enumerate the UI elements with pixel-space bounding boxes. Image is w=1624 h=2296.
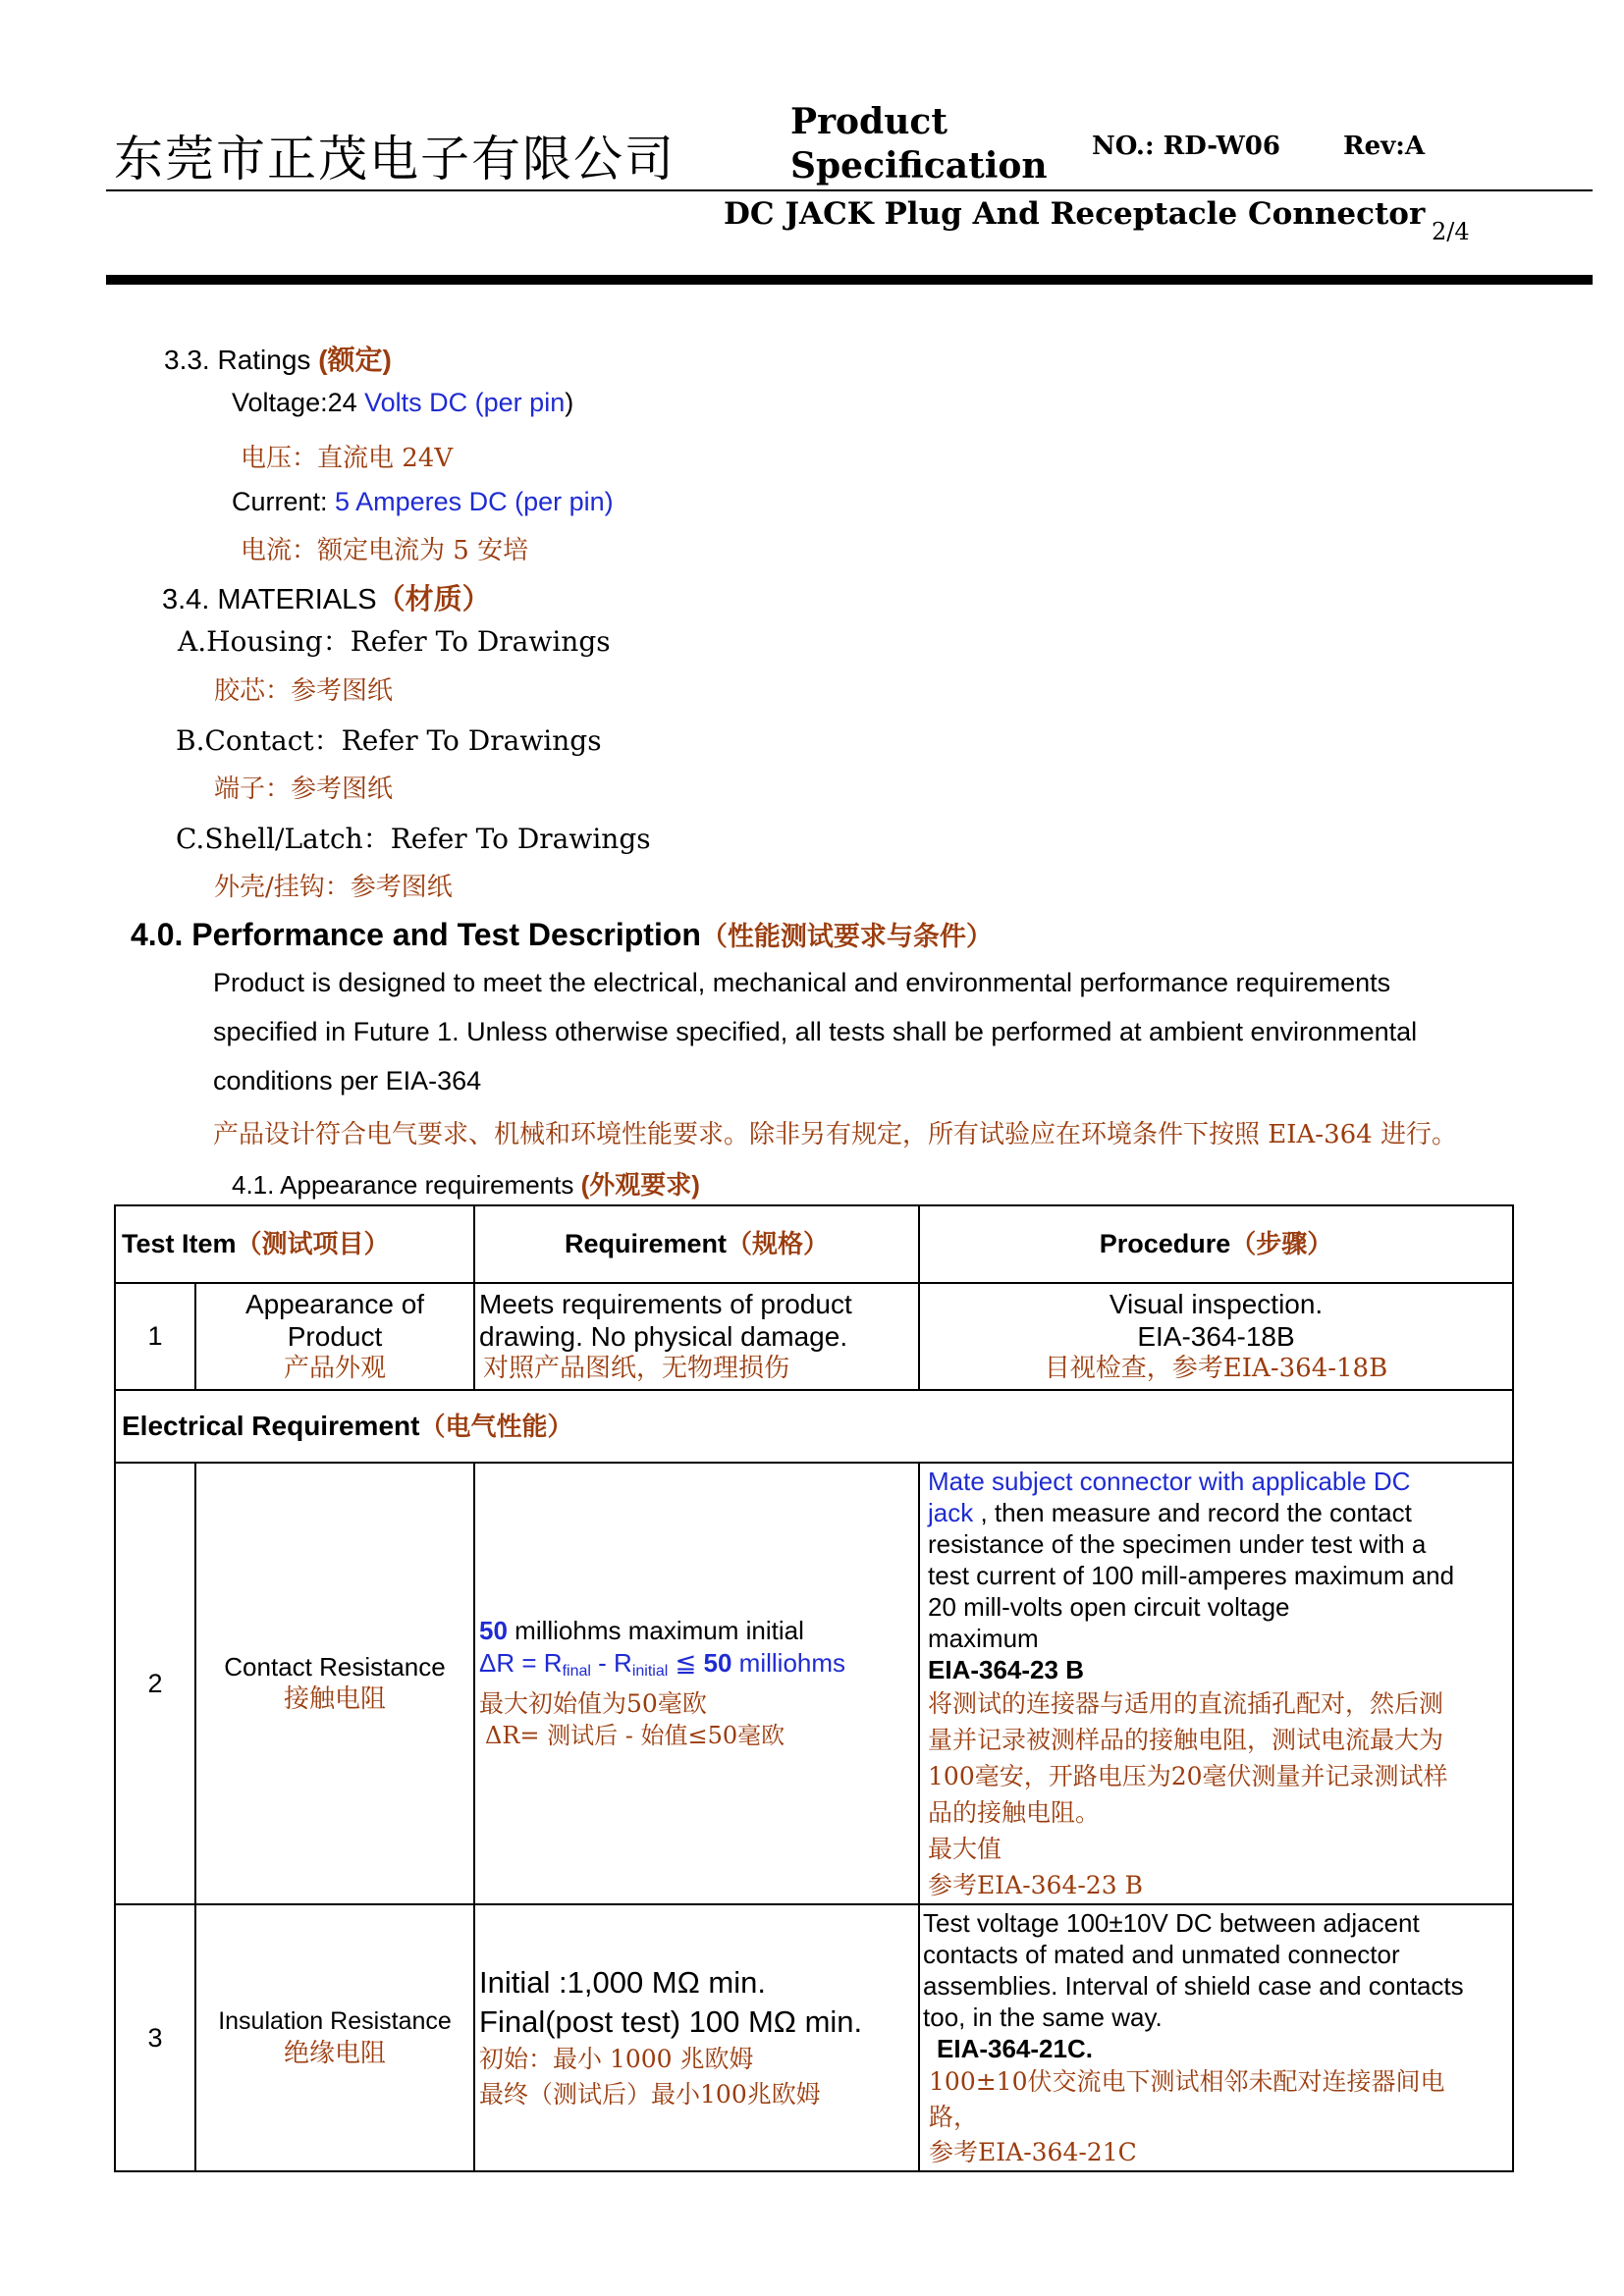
row1-item-cn: 产品外观: [284, 1354, 387, 1383]
ratings-voltage: Voltage:24 Volts DC (per pin): [232, 388, 574, 417]
performance-heading: 4.0. Performance and Test Description（性能测试要求与条件）: [131, 917, 993, 952]
materials-housing-cn: 胶芯：参考图纸: [214, 676, 394, 706]
row2-req-line1: 50 milliohms maximum initial: [479, 1616, 804, 1645]
materials-shell: C.Shell/Latch：Refer To Drawings: [176, 823, 651, 855]
row1-proc-cn: 目视检查，参考EIA-364-18B: [1044, 1354, 1388, 1383]
table-row: [115, 1463, 1513, 1904]
row3-proc-line4: too, in the same way.: [923, 2002, 1163, 2032]
row1-item-line1: Appearance of: [244, 1289, 425, 1319]
performance-para-line2: specified in Future 1. Unless otherwise specified, all tests shall be performed at ambient environmental: [213, 1017, 1418, 1046]
header-procedure: Procedure（步骤）: [919, 1205, 1513, 1283]
materials-heading: 3.4. MATERIALS（材质）: [162, 584, 491, 615]
materials-contact-cn: 端子：参考图纸: [214, 774, 394, 804]
row3-proc-ref: EIA-364-21C.: [937, 2034, 1093, 2063]
row2-proc-cn2: 量并记录被测样品的接触电阻，测试电流最大为: [928, 1726, 1444, 1754]
row3-proc-cn1: 100±10伏交流电下测试相邻未配对连接器间电: [929, 2067, 1445, 2096]
spec-table: [114, 1204, 1514, 2172]
performance-para-cn: 产品设计符合电气要求、机械和环境性能要求。除非另有规定，所有试验应在环境条件下按照 EIA-364 进行。: [213, 1120, 1457, 1149]
document-subtitle: DC JACK Plug And Receptacle Connector: [724, 196, 1426, 232]
row3-proc-line1: Test voltage 100±10V DC between adjacent: [923, 1908, 1420, 1938]
performance-para-line3: conditions per EIA-364: [213, 1066, 482, 1095]
header-test-item: Test Item（测试项目）: [115, 1205, 474, 1283]
row3-item: [195, 1904, 474, 2171]
row2-proc-ref: EIA-364-23 B: [928, 1655, 1084, 1684]
row3-proc-cn2: 路，: [929, 2103, 979, 2131]
table-row: [115, 1283, 1513, 1390]
row3-req-line1: Initial :1,000 MΩ min.: [479, 1965, 766, 2000]
page-number: 2/4: [1432, 218, 1470, 245]
section-electrical: Electrical Requirement（电气性能）: [115, 1390, 1513, 1463]
ratings-current-cn: 电流：额定电流为 5 安培: [241, 536, 529, 565]
row3-req-cn2: 最终（测试后）最小100兆欧姆: [479, 2080, 821, 2109]
row3-proc-line3: assemblies. Interval of shield case and contacts: [923, 1971, 1464, 2001]
row1-req-line1: Meets requirements of product: [479, 1289, 852, 1319]
performance-para-line1: Product is designed to meet the electrical, mechanical and environmental performance requirements: [213, 968, 1391, 997]
ratings-voltage-cn: 电压：直流电 24V: [241, 444, 454, 473]
materials-contact: B.Contact：Refer To Drawings: [176, 724, 602, 757]
row1-requirement: [474, 1283, 919, 1390]
section-row-electrical: [115, 1390, 1513, 1463]
revision: Rev:A: [1343, 132, 1426, 161]
row1-item: [195, 1283, 474, 1390]
table-header-row: [115, 1205, 1513, 1283]
row2-proc-cn6: 参考EIA-364-23 B: [928, 1871, 1143, 1899]
header-requirement: Requirement（规格）: [474, 1205, 919, 1283]
row3-requirement: [474, 1904, 919, 2171]
header-rule-thick: [106, 275, 1593, 285]
row2-proc-line6: maximum: [928, 1624, 1039, 1653]
row2-item: [195, 1463, 474, 1904]
row2-item-cn: 接触电阻: [284, 1684, 387, 1714]
row2-number: 2: [115, 1463, 195, 1904]
row2-req-delta: $\Delta R = R_{final} - R_{initial}$ ≦ 50 milliohms: [479, 1648, 846, 1680]
doc-type-line2: Specification: [790, 145, 1048, 187]
row1-proc-line1: Visual inspection.: [1109, 1289, 1324, 1319]
materials-housing: A.Housing：Refer To Drawings: [178, 625, 611, 658]
row2-proc-cn5: 最大值: [928, 1835, 1002, 1863]
row3-item-cn: 绝缘电阻: [284, 2039, 387, 2068]
ratings-current: Current: 5 Amperes DC (per pin): [232, 487, 614, 516]
document-number: NO.: RD-W06: [1092, 132, 1280, 161]
row3-req-cn1: 初始：最小 1000 兆欧姆: [479, 2045, 754, 2073]
row1-req-cn: 对照产品图纸，无物理损伤: [483, 1354, 790, 1383]
row3-procedure: [919, 1904, 1513, 2171]
row2-item-label: Contact Resistance: [224, 1652, 446, 1682]
company-name: 东莞市正茂电子有限公司: [114, 131, 676, 187]
materials-shell-cn: 外壳/挂钩：参考图纸: [214, 873, 453, 902]
row2-requirement: [474, 1463, 919, 1904]
row2-proc-cn1: 将测试的连接器与适用的直流插孔配对，然后测: [928, 1689, 1444, 1718]
row1-number: 1: [115, 1283, 195, 1390]
row1-procedure: [919, 1283, 1513, 1390]
row2-req-cn2: ΔR= 测试后 - 始值≤50毫欧: [485, 1722, 785, 1749]
row2-procedure: [919, 1463, 1513, 1904]
row1-item-line2: Product: [287, 1321, 383, 1352]
appearance-subheading: 4.1. Appearance requirements (外观要求): [232, 1170, 700, 1200]
row2-proc-line3: resistance of the specimen under test with a: [928, 1529, 1427, 1559]
row2-proc-line5: 20 mill-volts open circuit voltage: [928, 1592, 1290, 1622]
table-row: [115, 1904, 1513, 2171]
row2-proc-line1: Mate subject connector with applicable DC: [928, 1467, 1411, 1496]
row2-proc-line4: test current of 100 mill-amperes maximum and: [928, 1561, 1455, 1590]
row1-proc-line2: EIA-364-18B: [1137, 1321, 1295, 1352]
row3-req-line2: Final(post test) 100 MΩ min.: [479, 2004, 863, 2039]
row3-proc-cn3: 参考EIA-364-21C: [929, 2138, 1137, 2166]
row3-proc-line2: contacts of mated and unmated connector: [923, 1940, 1400, 1969]
row2-proc-line2: jack , then measure and record the contact: [928, 1498, 1412, 1527]
ratings-heading: 3.3. Ratings (额定): [164, 345, 392, 375]
row3-item-label: Insulation Resistance: [218, 2007, 452, 2035]
row2-proc-cn4: 品的接触电阻。: [928, 1798, 1101, 1827]
row2-proc-cn3: 100毫安，开路电压为20毫伏测量并记录测试样: [928, 1762, 1448, 1790]
row1-req-line2: drawing. No physical damage.: [479, 1321, 848, 1352]
row2-req-cn1: 最大初始值为50毫欧: [479, 1689, 707, 1718]
header-rule-thin: [106, 189, 1593, 191]
doc-type-line1: Product: [790, 101, 947, 142]
row3-number: 3: [115, 1904, 195, 2171]
